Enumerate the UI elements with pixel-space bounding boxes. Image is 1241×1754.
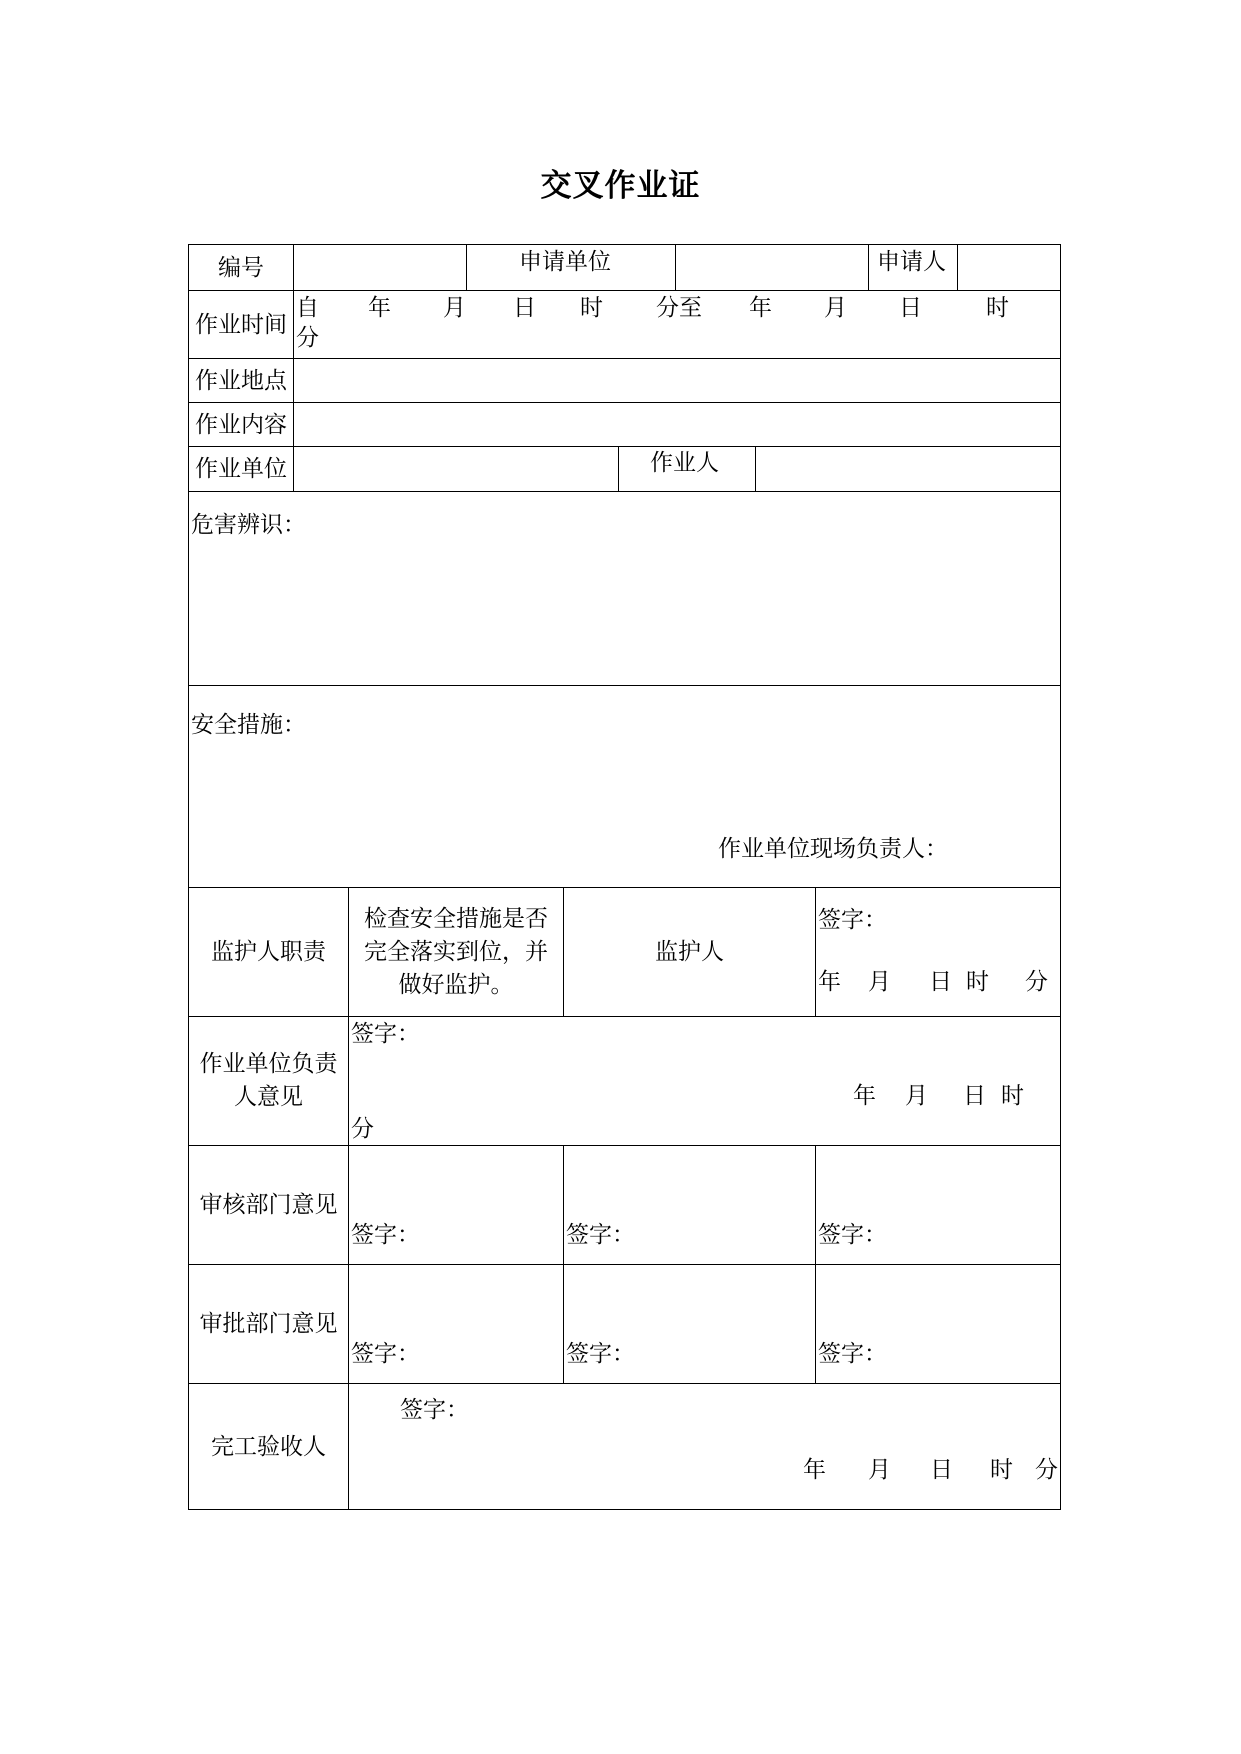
guardian-duty-cell xyxy=(348,887,563,1016)
unit-leader-year: 年 xyxy=(853,1083,876,1109)
applicant-unit-label-cell xyxy=(466,244,675,290)
acceptance-year: 年 xyxy=(803,1457,826,1483)
work-time-month2: 月 xyxy=(824,295,847,321)
applicant-unit-field[interactable] xyxy=(675,244,868,290)
unit-leader-label: 作业单位负责人意见 xyxy=(199,1051,338,1110)
work-time-from: 自 xyxy=(296,295,319,321)
work-time-minute2: 分 xyxy=(296,325,319,351)
approval-dept-field-3[interactable] xyxy=(815,1264,1061,1383)
guardian-sign-label: 签字： xyxy=(818,907,887,933)
work-time-day2: 日 xyxy=(899,295,922,321)
work-time-month1: 月 xyxy=(443,295,466,321)
acceptance-day: 日 xyxy=(930,1457,953,1483)
work-permit-form xyxy=(188,244,1061,1510)
review-dept-sign-3: 签字： xyxy=(818,1222,887,1248)
hazard-identification-field[interactable] xyxy=(188,491,1061,685)
work-time-field[interactable] xyxy=(293,290,1061,358)
work-unit-label: 作业单位 xyxy=(195,456,287,482)
work-time-label-cell xyxy=(188,290,293,358)
approval-dept-sign-2: 签字： xyxy=(566,1341,635,1367)
approval-dept-sign-3: 签字： xyxy=(818,1341,887,1367)
work-unit-label-cell xyxy=(188,446,293,491)
acceptance-minute: 分 xyxy=(1035,1457,1058,1483)
worker-label-cell xyxy=(618,446,755,491)
work-content-label-cell xyxy=(188,402,293,446)
unit-leader-month: 月 xyxy=(905,1083,928,1109)
work-unit-field[interactable] xyxy=(293,446,618,491)
acceptance-label-cell xyxy=(188,1383,348,1510)
guardian-year: 年 xyxy=(818,969,841,995)
guardian-minute: 分 xyxy=(1025,969,1048,995)
unit-leader-sign-label: 签字： xyxy=(351,1021,420,1047)
guardian-duty-text: 检查安全措施是否完全落实到位，并做好监护。 xyxy=(364,905,548,998)
unit-leader-label-cell xyxy=(188,1016,348,1145)
unit-leader-hour: 时 xyxy=(1001,1083,1024,1109)
review-dept-field-2[interactable] xyxy=(563,1145,815,1264)
page-title: 交叉作业证 xyxy=(540,168,701,204)
work-time-hour2: 时 xyxy=(986,295,1009,321)
approval-dept-label-cell xyxy=(188,1264,348,1383)
review-dept-label: 审核部门意见 xyxy=(199,1192,338,1218)
work-time-day1: 日 xyxy=(513,295,536,321)
guardian-duty-label-cell xyxy=(188,887,348,1016)
applicant-unit-label: 申请单位 xyxy=(519,249,611,275)
approval-dept-sign-1: 签字： xyxy=(351,1341,420,1367)
applicant-field[interactable] xyxy=(957,244,1061,290)
review-dept-sign-1: 签字： xyxy=(351,1222,420,1248)
review-dept-field-3[interactable] xyxy=(815,1145,1061,1264)
approval-dept-label: 审批部门意见 xyxy=(199,1311,338,1337)
work-location-label-cell xyxy=(188,358,293,402)
acceptance-label: 完工验收人 xyxy=(211,1433,326,1460)
worker-field[interactable] xyxy=(755,446,1061,491)
hazard-label: 危害辨识： xyxy=(191,512,306,538)
approval-dept-field-1[interactable] xyxy=(348,1264,563,1383)
guardian-person-label-cell xyxy=(563,887,815,1016)
unit-leader-opinion-field[interactable] xyxy=(348,1016,1061,1145)
review-dept-sign-2: 签字： xyxy=(566,1222,635,1248)
number-field[interactable] xyxy=(293,244,466,290)
approval-dept-field-2[interactable] xyxy=(563,1264,815,1383)
work-time-label: 作业时间 xyxy=(195,311,287,338)
review-dept-field-1[interactable] xyxy=(348,1145,563,1264)
work-time-minute-to: 分至 xyxy=(656,295,702,321)
unit-leader-day: 日 xyxy=(963,1083,986,1109)
guardian-sign-field[interactable] xyxy=(815,887,1061,1016)
work-content-label: 作业内容 xyxy=(195,411,287,438)
applicant-label: 申请人 xyxy=(877,249,946,275)
acceptance-sign-label: 签字： xyxy=(400,1397,469,1423)
work-content-field[interactable] xyxy=(293,402,1061,446)
acceptance-field[interactable] xyxy=(348,1383,1061,1510)
acceptance-month: 月 xyxy=(868,1457,891,1483)
work-time-year2: 年 xyxy=(749,295,772,321)
guardian-day: 日 xyxy=(929,969,952,995)
safety-label: 安全措施： xyxy=(191,712,306,738)
acceptance-hour: 时 xyxy=(990,1457,1013,1483)
work-time-year1: 年 xyxy=(368,295,391,321)
review-dept-label-cell xyxy=(188,1145,348,1264)
applicant-label-cell xyxy=(868,244,957,290)
worker-label: 作业人 xyxy=(650,450,719,476)
number-label: 编号 xyxy=(218,254,264,281)
unit-leader-minute: 分 xyxy=(351,1116,374,1142)
guardian-month: 月 xyxy=(868,969,891,995)
guardian-hour: 时 xyxy=(966,969,989,995)
guardian-person-label: 监护人 xyxy=(655,939,724,965)
safety-measures-field[interactable] xyxy=(188,685,1061,887)
guardian-duty-label: 监护人职责 xyxy=(211,939,326,965)
work-location-field[interactable] xyxy=(293,358,1061,402)
number-label-cell xyxy=(188,244,293,290)
work-location-label: 作业地点 xyxy=(195,367,287,394)
site-leader-label: 作业单位现场负责人： xyxy=(718,836,948,862)
work-time-hour1: 时 xyxy=(580,295,603,321)
